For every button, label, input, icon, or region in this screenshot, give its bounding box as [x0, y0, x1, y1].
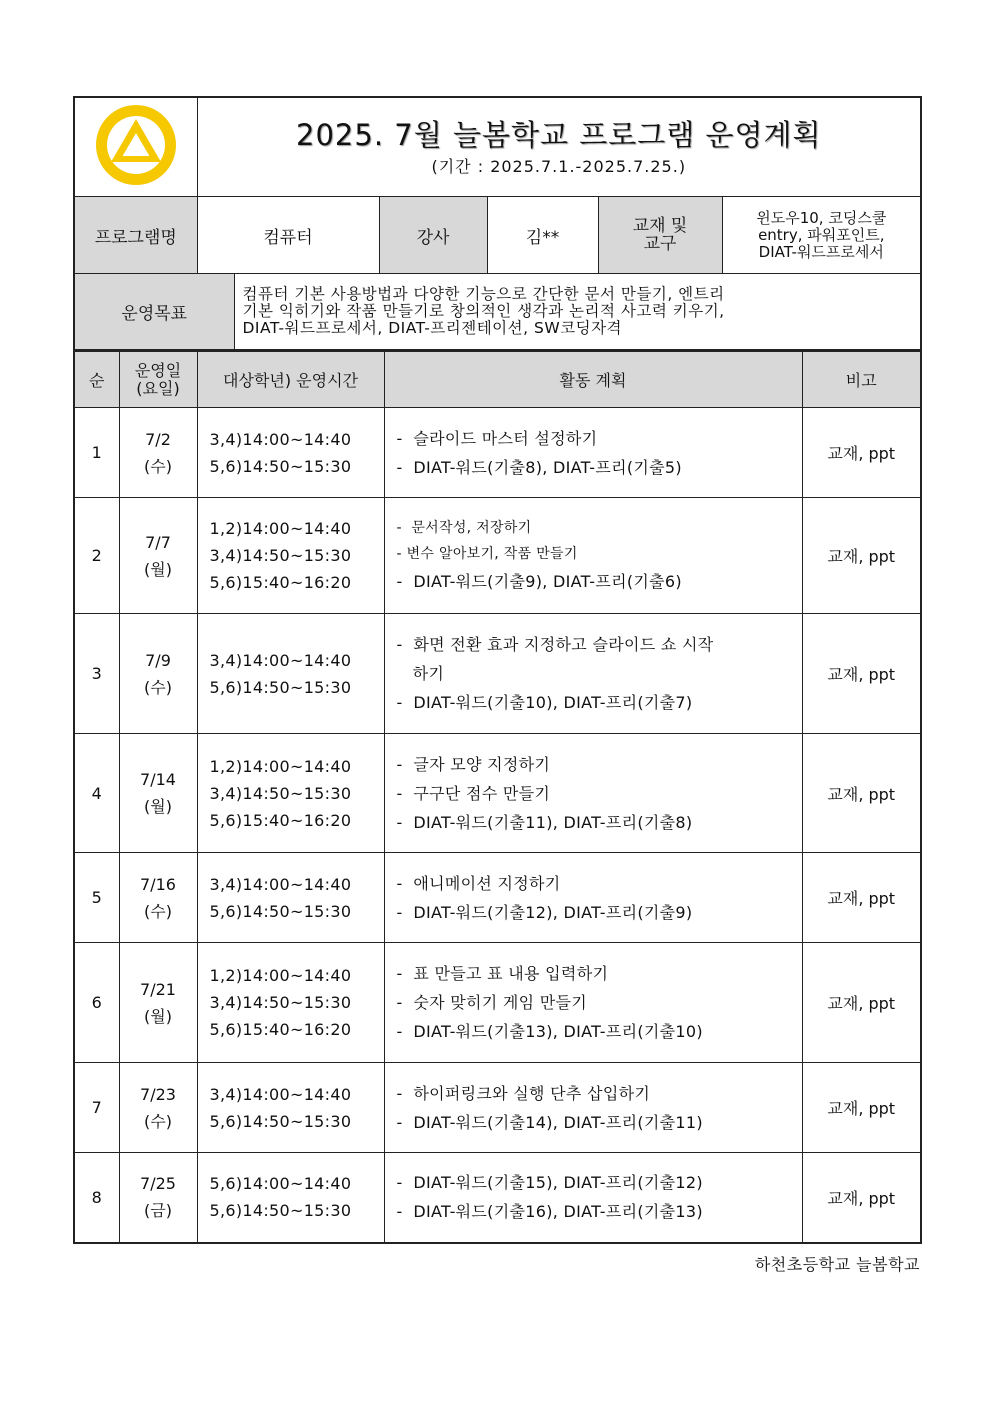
row-times	[197, 498, 384, 614]
row-note: 교재, ppt	[802, 943, 921, 1063]
goal-text: 컴퓨터 기본 사용방법과 다양한 기능으로 간단한 문서 만들기, 엔트리 기본 익히기와 작품 만들기로 창의적인 생각과 논리적 사고력 키우기, DIAT-워드프로세서, DIAT-프리젠테이션, SW코딩자격	[234, 274, 921, 350]
materials-value: 윈도우10, 코딩스쿨 entry, 파워포인트, DIAT-워드프로세서	[722, 197, 921, 274]
schedule-row	[74, 498, 921, 614]
day-text: (금)	[144, 1201, 172, 1221]
activity-line: - 화면 전환 효과 지정하고 슬라이드 쇼 시작	[396, 635, 714, 654]
row-date	[119, 853, 197, 943]
row-activities	[384, 943, 802, 1063]
row-number: 4	[74, 734, 119, 853]
time-line: 5,6)14:50~15:30	[209, 456, 352, 476]
row-activities	[384, 614, 802, 734]
row-times	[197, 408, 384, 498]
row-activities	[384, 1063, 802, 1153]
materials-label: 교재 및 교구	[598, 197, 722, 274]
day-text: (수)	[144, 901, 172, 921]
schedule-row	[74, 943, 921, 1063]
title-cell	[197, 97, 921, 197]
schedule-row	[74, 1153, 921, 1243]
activity-line: - 숫자 맞히기 게임 만들기	[396, 993, 588, 1012]
time-line: 3,4)14:50~15:30	[209, 993, 352, 1012]
row-date	[119, 498, 197, 614]
activity-line: - DIAT-워드(기출8), DIAT-프리(기출5)	[396, 457, 682, 477]
row-times	[197, 943, 384, 1063]
program-info-table	[73, 96, 922, 351]
row-number: 3	[74, 614, 119, 734]
row-times	[197, 1063, 384, 1153]
activity-line: - 문서작성, 저장하기	[396, 520, 532, 536]
row-number: 1	[74, 408, 119, 498]
teacher-label: 강사	[379, 197, 487, 274]
time-line: 3,4)14:00~14:40	[209, 1084, 352, 1104]
activity-line: 하기	[396, 664, 445, 683]
activity-line: - 하이퍼링크와 실행 단추 삽입하기	[396, 1083, 651, 1103]
row-activities	[384, 734, 802, 853]
page-title: 2025. 7월 늘봄학교 프로그램 운영계획	[296, 118, 822, 152]
schedule-header-row	[74, 351, 921, 408]
teacher-value: 김**	[487, 197, 598, 274]
activity-line: - 변수 알아보기, 작품 만들기	[396, 546, 578, 562]
row-activities	[384, 853, 802, 943]
activity-line: - DIAT-워드(기출12), DIAT-프리(기출9)	[396, 902, 693, 922]
activity-line: - 표 만들고 표 내용 입력하기	[396, 964, 609, 983]
day-text: (월)	[144, 559, 172, 579]
day-text: (수)	[144, 456, 172, 476]
time-line: 5,6)14:50~15:30	[209, 1111, 352, 1131]
goal-label: 운영목표	[74, 274, 234, 350]
date-text: 7/25	[140, 1174, 176, 1194]
time-line: 5,6)14:50~15:30	[209, 677, 352, 697]
row-times	[197, 614, 384, 734]
date-text: 7/16	[140, 874, 176, 894]
schedule-row	[74, 614, 921, 734]
time-line: 5,6)14:00~14:40	[209, 1174, 352, 1194]
row-number: 7	[74, 1063, 119, 1153]
col-header-date: 운영일 (요일)	[119, 351, 197, 408]
row-times	[197, 1153, 384, 1243]
row-date	[119, 408, 197, 498]
row-note: 교재, ppt	[802, 498, 921, 614]
date-text: 7/21	[140, 979, 176, 999]
time-line: 5,6)15:40~16:20	[209, 573, 352, 592]
time-line: 3,4)14:00~14:40	[209, 874, 352, 894]
activity-line: - 슬라이드 마스터 설정하기	[396, 428, 598, 448]
row-number: 6	[74, 943, 119, 1063]
date-text: 7/14	[140, 770, 176, 789]
activity-line: - DIAT-워드(기출9), DIAT-프리(기출6)	[396, 572, 682, 591]
day-text: (수)	[144, 1111, 172, 1131]
day-text: (월)	[144, 797, 172, 816]
time-line: 1,2)14:00~14:40	[209, 756, 352, 776]
row-times	[197, 853, 384, 943]
col-header-activities: 활동 계획	[384, 351, 802, 408]
time-line: 3,4)14:00~14:40	[209, 650, 352, 670]
activity-line: - 글자 모양 지정하기	[396, 754, 551, 774]
footer-school: 하천초등학교 늘봄학교	[754, 1255, 920, 1274]
program-label: 프로그램명	[74, 197, 197, 274]
row-number: 8	[74, 1153, 119, 1243]
date-text: 7/7	[145, 532, 171, 552]
row-note: 교재, ppt	[802, 1153, 921, 1243]
row-date	[119, 614, 197, 734]
school-logo-cell	[74, 97, 197, 197]
time-line: 5,6)14:50~15:30	[209, 1201, 352, 1221]
row-date	[119, 1063, 197, 1153]
row-activities	[384, 498, 802, 614]
row-activities	[384, 1153, 802, 1243]
col-header-note: 비고	[802, 351, 921, 408]
row-note: 교재, ppt	[802, 614, 921, 734]
activity-line: - DIAT-워드(기출13), DIAT-프리(기출10)	[396, 1022, 703, 1041]
date-text: 7/9	[145, 650, 171, 670]
day-text: (수)	[144, 677, 172, 697]
row-note: 교재, ppt	[802, 408, 921, 498]
row-number: 5	[74, 853, 119, 943]
time-line: 3,4)14:50~15:30	[209, 546, 352, 565]
date-text: 7/23	[140, 1084, 176, 1104]
time-line: 5,6)15:40~16:20	[209, 1020, 352, 1039]
program-value: 컴퓨터	[197, 197, 379, 274]
row-number: 2	[74, 498, 119, 614]
schedule-row	[74, 1063, 921, 1153]
day-text: (월)	[144, 1006, 172, 1026]
row-times	[197, 734, 384, 853]
time-line: 1,2)14:00~14:40	[209, 966, 352, 985]
time-line: 5,6)14:50~15:30	[209, 901, 352, 921]
schedule-row	[74, 408, 921, 498]
activity-line: - DIAT-워드(기출16), DIAT-프리(기출13)	[396, 1202, 703, 1222]
row-activities	[384, 408, 802, 498]
activity-line: - 구구단 점수 만들기	[396, 783, 551, 803]
period-text: (기간 : 2025.7.1.-2025.7.25.)	[431, 157, 687, 176]
schedule-row	[74, 853, 921, 943]
row-note: 교재, ppt	[802, 1063, 921, 1153]
activity-line: - DIAT-워드(기출14), DIAT-프리(기출11)	[396, 1112, 703, 1132]
time-line: 5,6)15:40~16:20	[209, 810, 352, 830]
row-note: 교재, ppt	[802, 734, 921, 853]
activity-line: - DIAT-워드(기출10), DIAT-프리(기출7)	[396, 693, 693, 712]
time-line: 1,2)14:00~14:40	[209, 519, 352, 538]
activity-line: - DIAT-워드(기출11), DIAT-프리(기출8)	[396, 812, 693, 832]
activity-line: - 애니메이션 지정하기	[396, 873, 561, 893]
time-line: 3,4)14:00~14:40	[209, 429, 352, 449]
time-line: 3,4)14:50~15:30	[209, 783, 352, 803]
row-note: 교재, ppt	[802, 853, 921, 943]
schedule-table	[73, 350, 922, 1244]
activity-line: - DIAT-워드(기출15), DIAT-프리(기출12)	[396, 1173, 703, 1193]
row-date	[119, 734, 197, 853]
col-header-num: 순	[74, 351, 119, 408]
date-text: 7/2	[145, 429, 171, 449]
schedule-row	[74, 734, 921, 853]
row-date	[119, 943, 197, 1063]
school-logo-icon	[93, 102, 179, 188]
row-date	[119, 1153, 197, 1243]
col-header-time: 대상학년) 운영시간	[197, 351, 384, 408]
